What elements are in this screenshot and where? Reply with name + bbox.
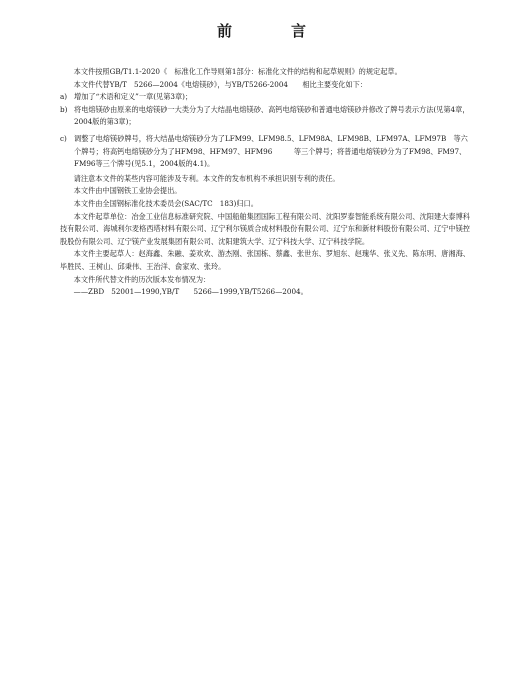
history-versions-paragraph: ——ZBD 52001—1990,YB/T 5266—1999,YB/T5266—2004。	[73, 287, 308, 297]
history-intro-paragraph: 本文件所代替文件的历次版本发布情况为：	[73, 274, 211, 284]
change-item-a-marker: a)	[60, 92, 68, 102]
change-item-b-marker: b)	[60, 104, 68, 114]
drafting-rules-paragraph: 本文件按照GB/T1.1-2020《 标准化工作导则第1部分：标准化文件的结构和起草规则》的规定起草。	[73, 67, 402, 76]
page-title: 前 言	[216, 22, 328, 40]
patent-notice-paragraph: 请注意本文件的某些内容可能涉及专利。本文件的发布机构不承担识别专利的责任。	[73, 173, 340, 183]
proposer-paragraph: 本文件由中国钢铁工业协会提出。	[73, 186, 182, 196]
change-item-c-marker: c)	[60, 133, 67, 143]
replacement-paragraph: 本文件代替YB/T 5266—2004《电熔镁砂》，与YB/T5266-2004 相比主要变化如下：	[73, 79, 368, 89]
change-item-b	[60, 104, 470, 129]
change-item-c-text: 调整了电熔镁砂牌号，将大结晶电熔镁砂分为了LFM99、LFM98.5、LFM98A、LFM98B、LFM97A、LFM97B 等六个牌号；将高钙电熔镁砂分为了HFM98、HFM97、HFM96 等三个牌号；将普通电熔镁砂分为了FM98、FM97、FM96等三个牌号(见5.1，2004版的4.1)。	[74, 133, 468, 169]
change-item-b-text: 将电熔镁砂由原来的电熔镁砂一大类分为了大结晶电熔镁砂、高钙电熔镁砂和普通电熔镁砂并修改了牌号表示方法(见第4章，2004版的第3章)；	[74, 104, 470, 127]
drafting-organizations-paragraph: 本文件起草单位：冶金工业信息标准研究院、中国船舶集团国际工程有限公司、沈阳罗泰智能系统有限公司、沈阳建大泰博科技有限公司、海城利尔麦格西塔材料有限公司、辽宁利尔镁质合成材料股份有限公司、辽宁东和新材料股份有限公司、辽宁中镁控股股份有限公司、辽宁镁产业发展集团有限公司、沈阳建筑大学、辽宁科技大学、辽宁科技学院。	[60, 211, 470, 246]
foreword-body	[60, 66, 470, 299]
change-item-a	[60, 91, 470, 104]
drafters-paragraph: 本文件主要起草人：赵海鑫、朱融、姜欢欢、游杰刚、张国栋、蔡鑫、张世东、罗旭东、赵瑰华、张义先、陈东明、唐湘海、毕胜民、王树山、邱秉伟、王治洋、俞家欢、张玲。	[60, 249, 470, 271]
committee-paragraph: 本文件由全国钢标准化技术委员会(SAC/TC 183)归口。	[73, 198, 258, 208]
change-item-c	[60, 133, 470, 171]
change-item-a-text: 增加了“术语和定义”一章(见第3章)；	[74, 92, 193, 102]
